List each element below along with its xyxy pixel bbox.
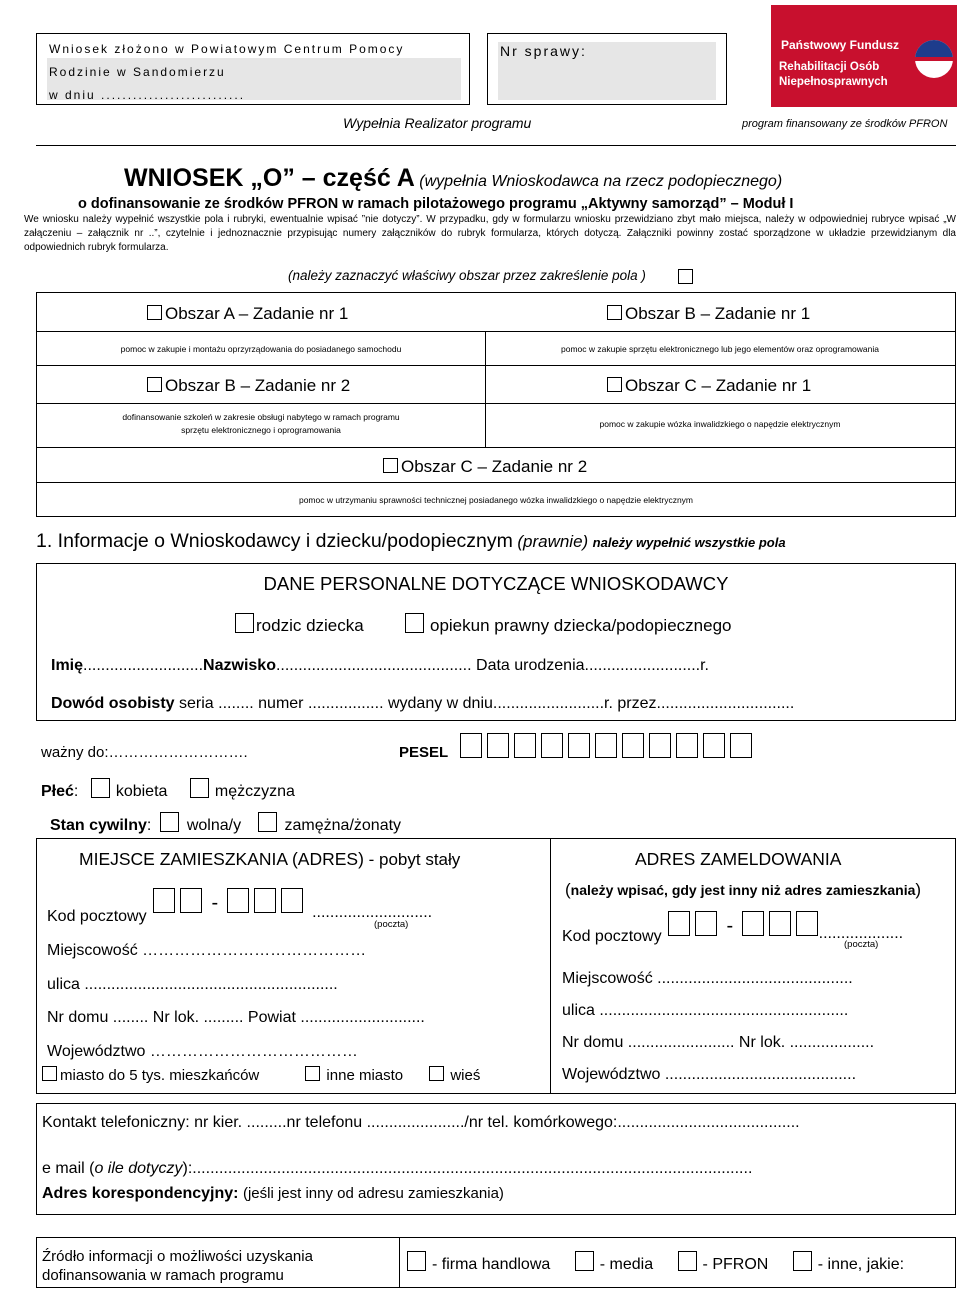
name-row xyxy=(51,657,709,675)
pesel-label: PESEL xyxy=(399,744,449,761)
source-other-checkbox[interactable] xyxy=(793,1251,812,1271)
sex-label: Płeć xyxy=(41,783,74,800)
email-row xyxy=(42,1160,752,1178)
pesel-digit-8[interactable] xyxy=(649,733,671,758)
village-label: wieś xyxy=(450,1067,481,1084)
opt-guardian-checkbox[interactable] xyxy=(405,613,424,633)
case-number-label: Nr sprawy: xyxy=(500,43,587,59)
source-options xyxy=(407,1251,904,1274)
areas-line-3 xyxy=(37,403,955,404)
source-pfron-label: - PFRON xyxy=(702,1256,769,1273)
town-other-label: inne miasto xyxy=(326,1067,404,1084)
opt-parent[interactable] xyxy=(235,613,364,636)
area-b1-checkbox[interactable] xyxy=(607,305,622,320)
email-field[interactable]: .............................................................................................................................. xyxy=(192,1160,753,1177)
source-media-label: - media xyxy=(599,1256,654,1273)
areas-line-1 xyxy=(37,331,955,332)
area-a1-desc: pomoc w zakupie i montażu oprzyrządowania do posiadanego samochodu xyxy=(120,344,402,354)
pesel-digit-3[interactable] xyxy=(514,733,536,758)
sex-female-label: kobieta xyxy=(115,783,168,800)
pfron-logo xyxy=(771,5,957,107)
opt-parent-checkbox[interactable] xyxy=(235,613,254,633)
source-vertical-divider xyxy=(399,1238,400,1287)
correspondence-row xyxy=(42,1185,504,1203)
areas-line-2 xyxy=(37,365,955,366)
personal-data-title: DANE PERSONALNE DOTYCZĄCE WNIOSKODAWCY xyxy=(263,573,729,594)
logo-line-1: Państwowy Fundusz xyxy=(781,38,900,52)
area-b1-title: Obszar B – Zadanie nr 1 xyxy=(625,304,811,323)
area-b2-desc-1: dofinansowanie szkoleń w zakresie obsługi nabytego w ramach programu xyxy=(122,412,400,422)
sex-female-checkbox[interactable] xyxy=(91,778,110,798)
registration-voivodeship-field[interactable]: Województwo ........................................... xyxy=(562,1066,857,1083)
select-area-note xyxy=(288,268,646,283)
form-title-note: (wypełnia Wnioskodawca na rzecz podopiecznego) xyxy=(419,173,783,190)
sex-male-label: mężczyzna xyxy=(214,783,295,800)
opt-parent-label: rodzic dziecka xyxy=(256,616,364,635)
birth-date-label: Data urodzenia xyxy=(476,657,585,674)
birth-date-field[interactable]: ..........................r. xyxy=(584,657,709,674)
source-label-2: dofinansowania w ramach programu xyxy=(42,1267,284,1284)
registration-poczta-caption: (poczta) xyxy=(844,939,879,950)
opt-guardian-label: opiekun prawny dziecka/podopiecznego xyxy=(430,616,732,635)
sex-row xyxy=(41,778,295,801)
source-box xyxy=(36,1237,956,1288)
town-small-label: miasto do 5 tys. mieszkańców xyxy=(60,1067,260,1084)
area-c1-title: Obszar C – Zadanie nr 1 xyxy=(625,376,812,395)
area-c2-desc: pomoc w utrzymaniu sprawności technicznej posiadanego wózka inwalidzkiego o napędzie elektrycznym xyxy=(298,495,694,505)
residence-postal-digit-2[interactable] xyxy=(180,888,202,913)
id-label: Dowód osobisty xyxy=(51,695,175,712)
pesel-digit-2[interactable] xyxy=(487,733,509,758)
residence-voivodeship-field[interactable]: Województwo ………………………………… xyxy=(47,1043,358,1060)
phone-field[interactable]: Kontakt telefoniczny: nr kier. .........nr telefonu ....................../nr tel. komórkowego:......................................... xyxy=(42,1114,800,1131)
residence-postal-digit-1[interactable] xyxy=(153,888,175,913)
email-label-a: e mail ( xyxy=(42,1160,95,1177)
submission-date[interactable]: w dniu ........................... xyxy=(49,88,246,102)
section1-note: (prawnie) xyxy=(517,532,589,551)
source-pfron-checkbox[interactable] xyxy=(678,1251,697,1271)
residence-title-row xyxy=(79,849,460,870)
pesel-digit-7[interactable] xyxy=(622,733,644,758)
form-instructions: We wniosku należy wypełnić wszystkie pola i rubryki, ewentualnie wpisać ”nie dotyczy”. W przypadku, gdy w formularzu wniosku przewidziano zbyt mało miejsca, należy w odpowiedniej rubryce wpisać „W załączeniu – załącznik nr ..”, czytelnie i jednoznacznie przypisując numery załączników do rubryk formularza, których dotyczą. Załączniki powinny zostać sporządzone w układzie przewidzianym dla odpowiednich rubryk formularza. xyxy=(24,214,956,253)
case-number-box xyxy=(487,33,727,105)
opt-guardian[interactable] xyxy=(405,613,731,636)
form-subtitle: o dofinansowanie ze środków PFRON w ramach pilotażowego programu „Aktywny samorząd” – Moduł I xyxy=(78,196,794,212)
form-title-row xyxy=(124,164,782,193)
pesel-digit-4[interactable] xyxy=(541,733,563,758)
registration-note-row xyxy=(565,880,921,900)
area-c1-option[interactable] xyxy=(607,376,811,396)
pesel-boxes[interactable] xyxy=(460,733,757,759)
pesel-digit-6[interactable] xyxy=(595,733,617,758)
pesel-digit-1[interactable] xyxy=(460,733,482,758)
registration-note-open: ( xyxy=(565,880,571,899)
marital-married-checkbox[interactable] xyxy=(258,812,277,832)
marital-single-checkbox[interactable] xyxy=(160,812,179,832)
logo-line-2: Rehabilitacji Osób xyxy=(779,61,880,73)
residence-postal-dash: - xyxy=(211,892,219,914)
town-small-checkbox[interactable] xyxy=(42,1066,57,1081)
registration-house-field[interactable]: Nr domu ........................ Nr lok. ................... xyxy=(562,1034,875,1051)
area-c1-checkbox[interactable] xyxy=(607,377,622,392)
area-b1-option[interactable] xyxy=(607,304,810,324)
source-other-label: - inne, jakie: xyxy=(817,1256,905,1273)
personal-data-box xyxy=(36,563,956,721)
residence-title-note: - pobyt stały xyxy=(368,850,461,869)
sex-colon: : xyxy=(73,783,79,800)
residence-street-field[interactable]: ulica ......................................................... xyxy=(47,976,338,993)
submission-line-1: Wniosek złożono w Powiatowym Centrum Pomocy xyxy=(49,42,405,56)
town-other-checkbox[interactable] xyxy=(305,1066,320,1081)
registration-post-office-field[interactable]: ................... xyxy=(818,925,904,942)
residence-title: MIEJSCE ZAMIESZKANIA (ADRES) xyxy=(79,849,364,869)
residence-postal-digit-3[interactable] xyxy=(227,888,249,913)
correspondence-note: (jeśli jest inny od adresu zamieszkania) xyxy=(242,1185,504,1202)
registration-postal-digit-1[interactable] xyxy=(668,911,690,936)
area-a1-option[interactable] xyxy=(147,304,348,324)
residence-postal-digit-5[interactable] xyxy=(281,888,303,913)
pesel-digit-11[interactable] xyxy=(730,733,752,758)
section1-tail: należy wypełnić wszystkie pola xyxy=(592,535,786,550)
pfron-emblem-icon xyxy=(909,39,955,79)
registration-title: ADRES ZAMELDOWANIA xyxy=(635,849,842,869)
source-company-checkbox[interactable] xyxy=(407,1251,426,1271)
submission-box xyxy=(36,33,470,105)
correspondence-label: Adres korespondencyjny: xyxy=(42,1185,239,1202)
area-b2-title: Obszar B – Zadanie nr 2 xyxy=(165,376,351,395)
areas-table xyxy=(36,292,956,517)
form-title: WNIOSEK „O” – część A xyxy=(124,164,415,192)
area-c2-checkbox[interactable] xyxy=(383,458,398,473)
residence-house-field[interactable]: Nr domu ........ Nr lok. ......... Powiat ............................ xyxy=(47,1009,425,1026)
source-company-label: - firma handlowa xyxy=(432,1256,551,1273)
marital-row xyxy=(50,812,401,835)
residence-town-type-row xyxy=(42,1066,480,1084)
first-name-field[interactable]: ........................... xyxy=(83,657,204,674)
section1-title: 1. Informacje o Wnioskodawcy i dziecku/podopiecznym xyxy=(36,530,513,552)
pesel-digit-9[interactable] xyxy=(676,733,698,758)
header-divider xyxy=(36,145,956,146)
registration-note-close: ) xyxy=(915,880,922,899)
registration-street-field[interactable]: ulica ........................................................ xyxy=(562,1002,849,1019)
valid-until-field[interactable]: ważny do:………………………. xyxy=(41,744,248,761)
email-label-b: o ile dotyczy xyxy=(94,1160,183,1177)
residence-postal-label: Kod pocztowy xyxy=(47,908,147,925)
marital-married-label: zamężna/żonaty xyxy=(284,817,402,834)
submission-line-2: Rodzinie w Sandomierzu xyxy=(49,65,226,79)
select-area-note-text: (należy zaznaczyć właściwy obszar przez zakreślenie pola ) xyxy=(288,268,646,283)
area-c2-title: Obszar C – Zadanie nr 2 xyxy=(401,457,588,476)
marital-label: Stan cywilny xyxy=(50,817,147,834)
logo-line-3: Niepełnosprawnych xyxy=(779,76,888,88)
registration-postal-digit-4[interactable] xyxy=(769,911,791,936)
areas-line-4 xyxy=(37,447,955,448)
address-box xyxy=(36,838,956,1094)
village-checkbox[interactable] xyxy=(429,1066,444,1081)
registration-postal-dash: - xyxy=(726,915,734,937)
area-b2-desc-2: sprzętu elektronicznego i oprogramowania xyxy=(181,425,341,435)
residence-postal-digit-4[interactable] xyxy=(254,888,276,913)
select-area-note-checkbox xyxy=(678,269,693,284)
first-name-label: Imię xyxy=(51,657,84,674)
residence-post-office-field[interactable]: ........................... xyxy=(312,904,433,921)
marital-colon: : xyxy=(146,817,152,834)
email-label-c: ): xyxy=(182,1160,193,1177)
area-a1-checkbox[interactable] xyxy=(147,305,162,320)
area-a1-title: Obszar A – Zadanie nr 1 xyxy=(165,304,349,323)
registration-postal-digit-2[interactable] xyxy=(695,911,717,936)
registration-postal-label: Kod pocztowy xyxy=(562,928,662,945)
pesel-digit-10[interactable] xyxy=(703,733,725,758)
residence-city-field[interactable]: Miejscowość …………………………………… xyxy=(47,942,367,959)
area-b1-desc: pomoc w zakupie sprzętu elektronicznego lub jego elementów oraz oprogramowania xyxy=(561,344,879,354)
registration-city-field[interactable]: Miejscowość ............................................ xyxy=(562,970,853,987)
area-b2-checkbox[interactable] xyxy=(147,377,162,392)
id-fields[interactable]: seria ........ numer ................. wydany w dniu.........................r. przez............................... xyxy=(179,695,795,712)
area-c2-option[interactable] xyxy=(383,457,587,477)
sex-male-checkbox[interactable] xyxy=(190,778,209,798)
pesel-digit-5[interactable] xyxy=(568,733,590,758)
registration-note: należy wpisać, gdy jest inny niż adres zamieszkania xyxy=(570,882,916,898)
address-vertical-divider xyxy=(550,839,551,1093)
areas-line-5 xyxy=(37,482,955,483)
area-c1-desc: pomoc w zakupie wózka inwalidzkiego o napędzie elektrycznym xyxy=(599,419,841,429)
source-media-checkbox[interactable] xyxy=(575,1251,594,1271)
funding-note: program finansowany ze środków PFRON xyxy=(742,118,948,130)
contact-box xyxy=(36,1103,956,1215)
realizator-note: Wypełnia Realizator programu xyxy=(343,115,532,131)
id-row xyxy=(51,695,794,713)
marital-single-label: wolna/y xyxy=(186,817,242,834)
residence-poczta-caption: (poczta) xyxy=(374,919,409,930)
section1-heading xyxy=(36,530,786,553)
registration-postal-digit-5[interactable] xyxy=(796,911,818,936)
source-label-1: Źródło informacji o możliwości uzyskania xyxy=(42,1248,313,1265)
registration-postal-digit-3[interactable] xyxy=(742,911,764,936)
area-b2-option[interactable] xyxy=(147,376,350,396)
last-name-field[interactable]: ............................................ xyxy=(275,657,472,674)
last-name-label: Nazwisko xyxy=(203,657,276,674)
